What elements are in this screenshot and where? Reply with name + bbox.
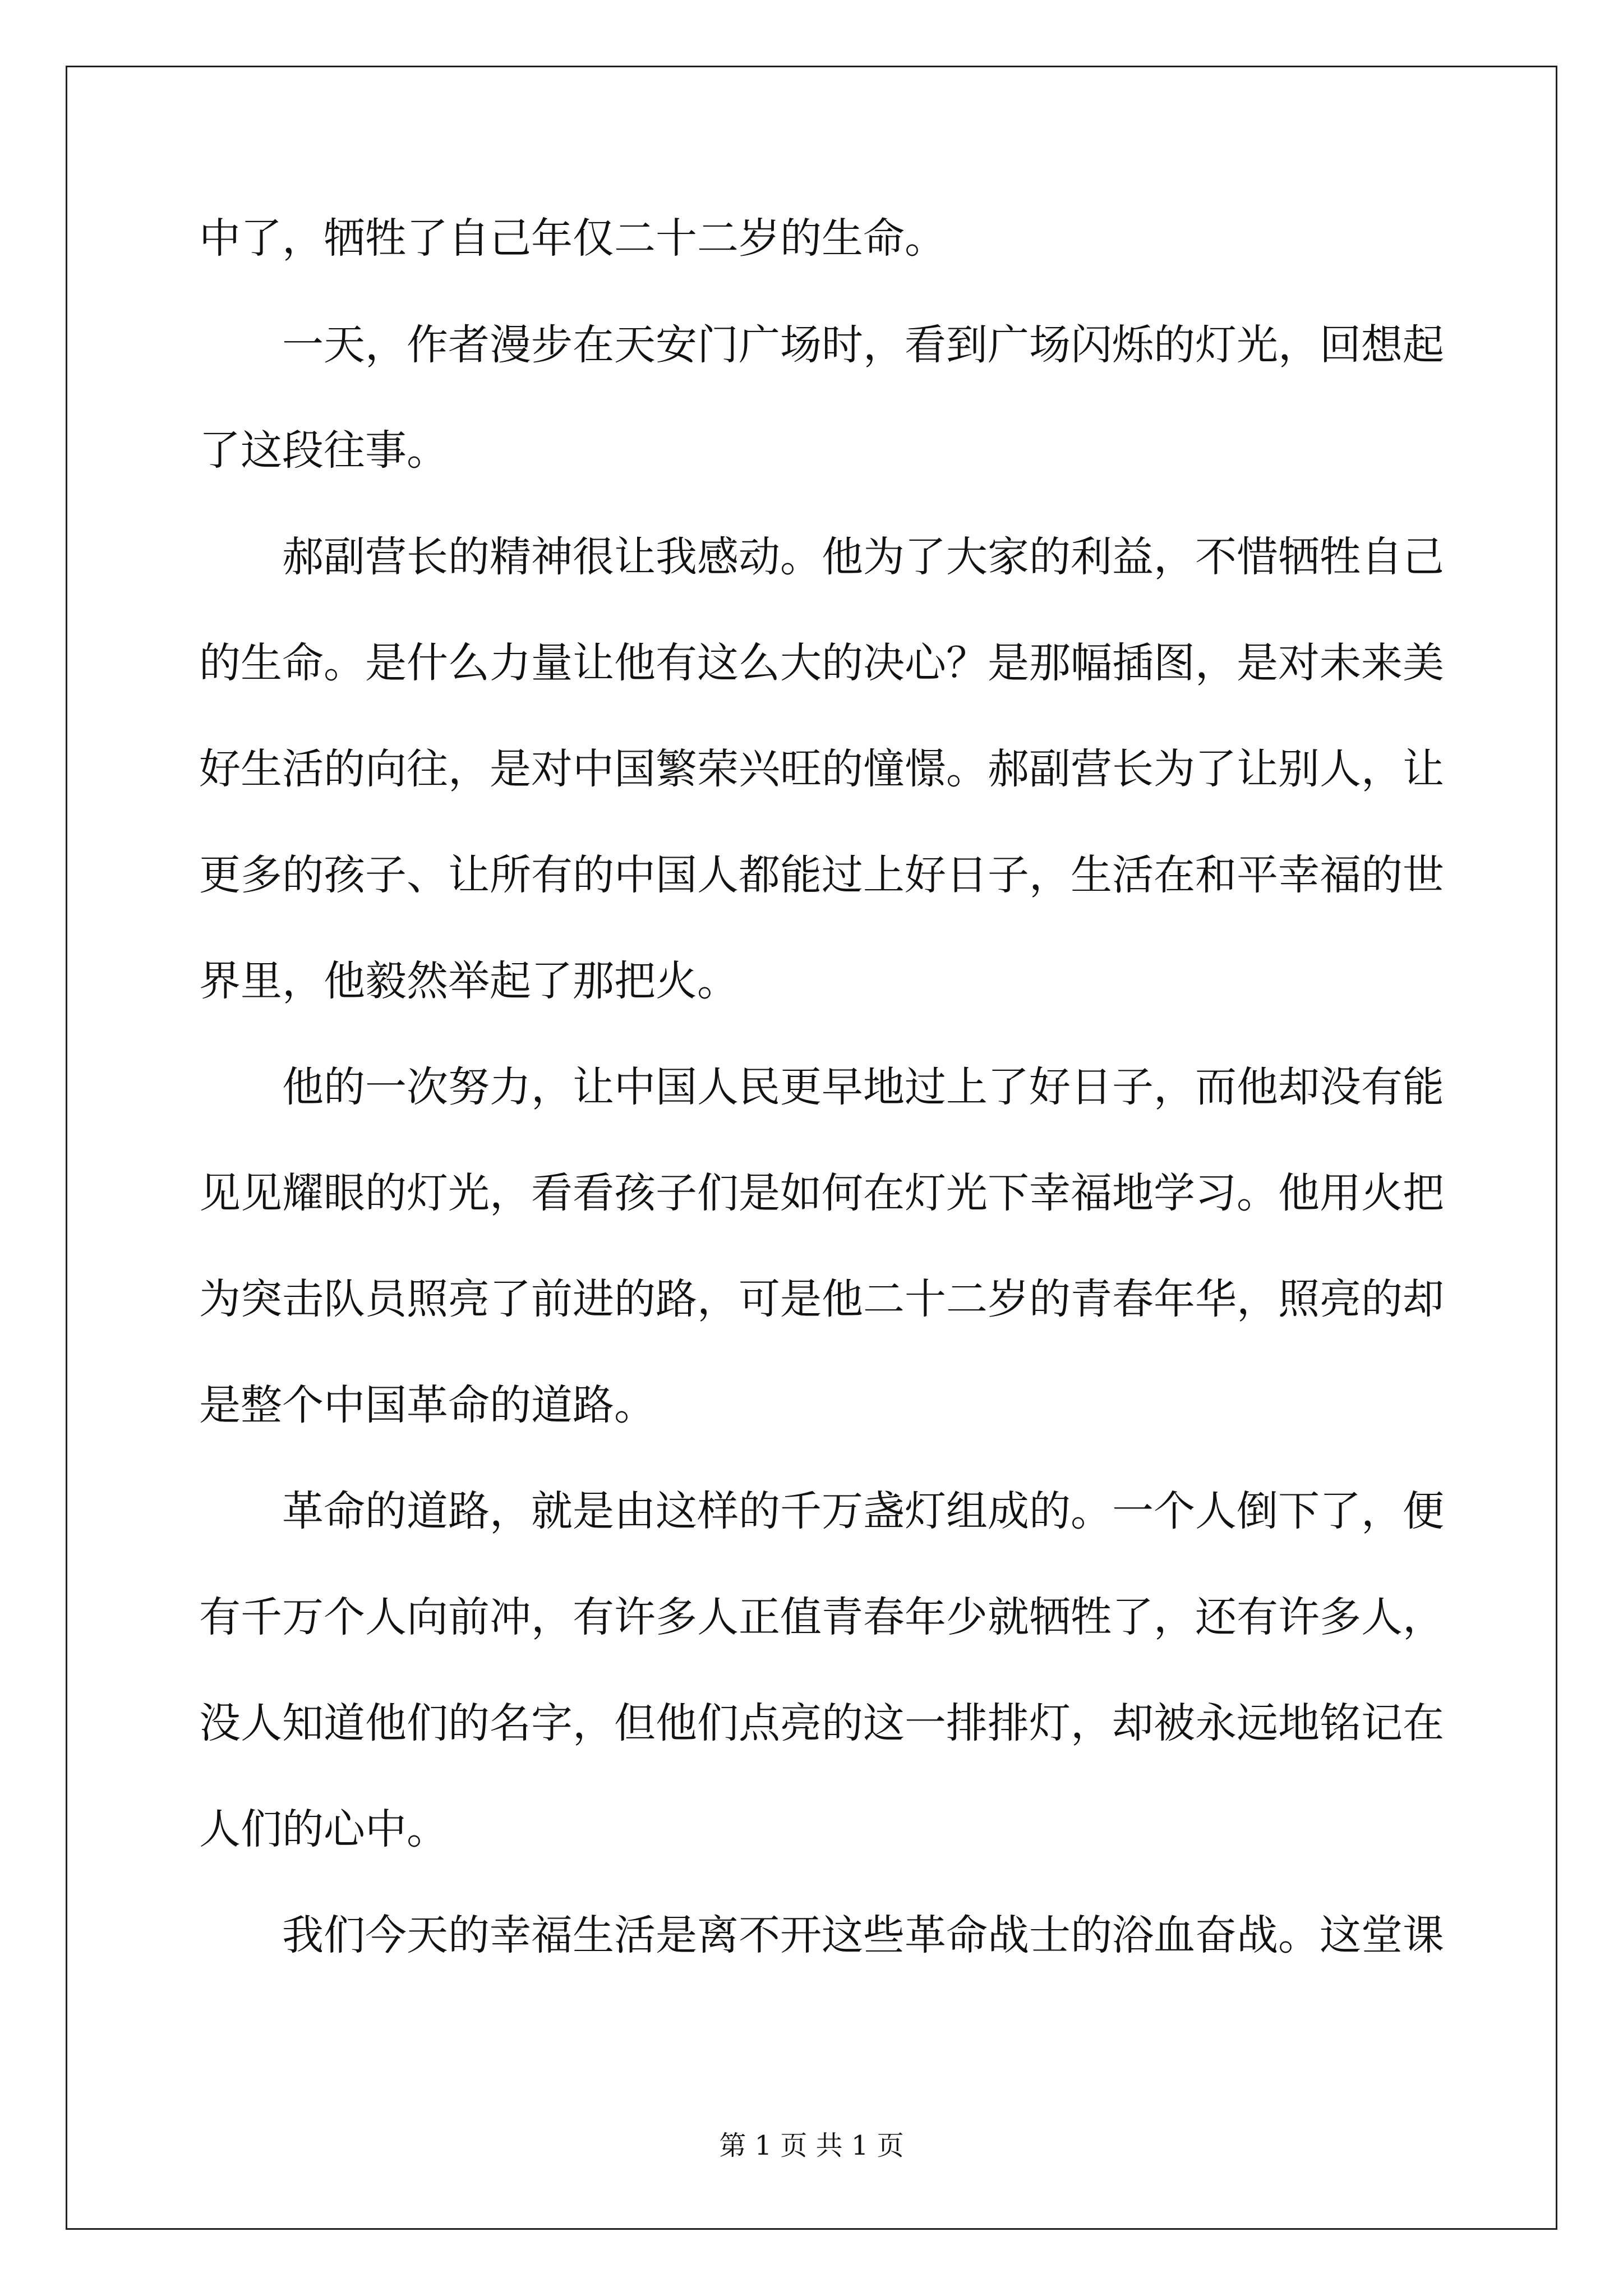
page-number-footer: 第 1 页 共 1 页 — [719, 2130, 904, 2161]
text-line: 没人知道他们的名字，但他们点亮的这一排排灯，却被永远地铭记在 — [199, 1699, 1444, 1747]
text-line: 界里，他毅然举起了那把火。 — [199, 957, 739, 1005]
text-line: 是整个中国革命的道路。 — [199, 1381, 656, 1429]
text-line: 人们的心中。 — [199, 1805, 448, 1853]
text-line: 的生命。是什么力量让他有这么大的决心？是那幅插图，是对未来美 — [199, 639, 1444, 687]
text-line: 见见耀眼的灯光，看看孩子们是如何在灯光下幸福地学习。他用火把 — [199, 1169, 1444, 1217]
text-line: 他的一次努力，让中国人民更早地过上了好日子，而他却没有能 — [282, 1063, 1444, 1111]
text-line: 了这段往事。 — [199, 426, 448, 475]
text-line: 一天，作者漫步在天安门广场时，看到广场闪烁的灯光，回想起 — [282, 321, 1444, 369]
text-line: 革命的道路，就是由这样的千万盏灯组成的。一个人倒下了，便 — [282, 1487, 1444, 1535]
text-line: 我们今天的幸福生活是离不开这些革命战士的浴血奋战。这堂课 — [282, 1911, 1444, 1959]
text-line: 为突击队员照亮了前进的路，可是他二十二岁的青春年华，照亮的却 — [199, 1275, 1444, 1323]
text-line: 有千万个人向前冲，有许多人正值青春年少就牺牲了，还有许多人， — [199, 1593, 1444, 1641]
text-line: 更多的孩子、让所有的中国人都能过上好日子，生活在和平幸福的世 — [199, 851, 1444, 899]
text-line: 中了，牺牲了自己年仅二十二岁的生命。 — [199, 214, 946, 263]
page-border — [66, 66, 1557, 2230]
text-line: 郝副营长的精神很让我感动。他为了大家的利益，不惜牺牲自己 — [282, 533, 1444, 581]
text-line: 好生活的向往，是对中国繁荣兴旺的憧憬。郝副营长为了让别人，让 — [199, 745, 1444, 793]
